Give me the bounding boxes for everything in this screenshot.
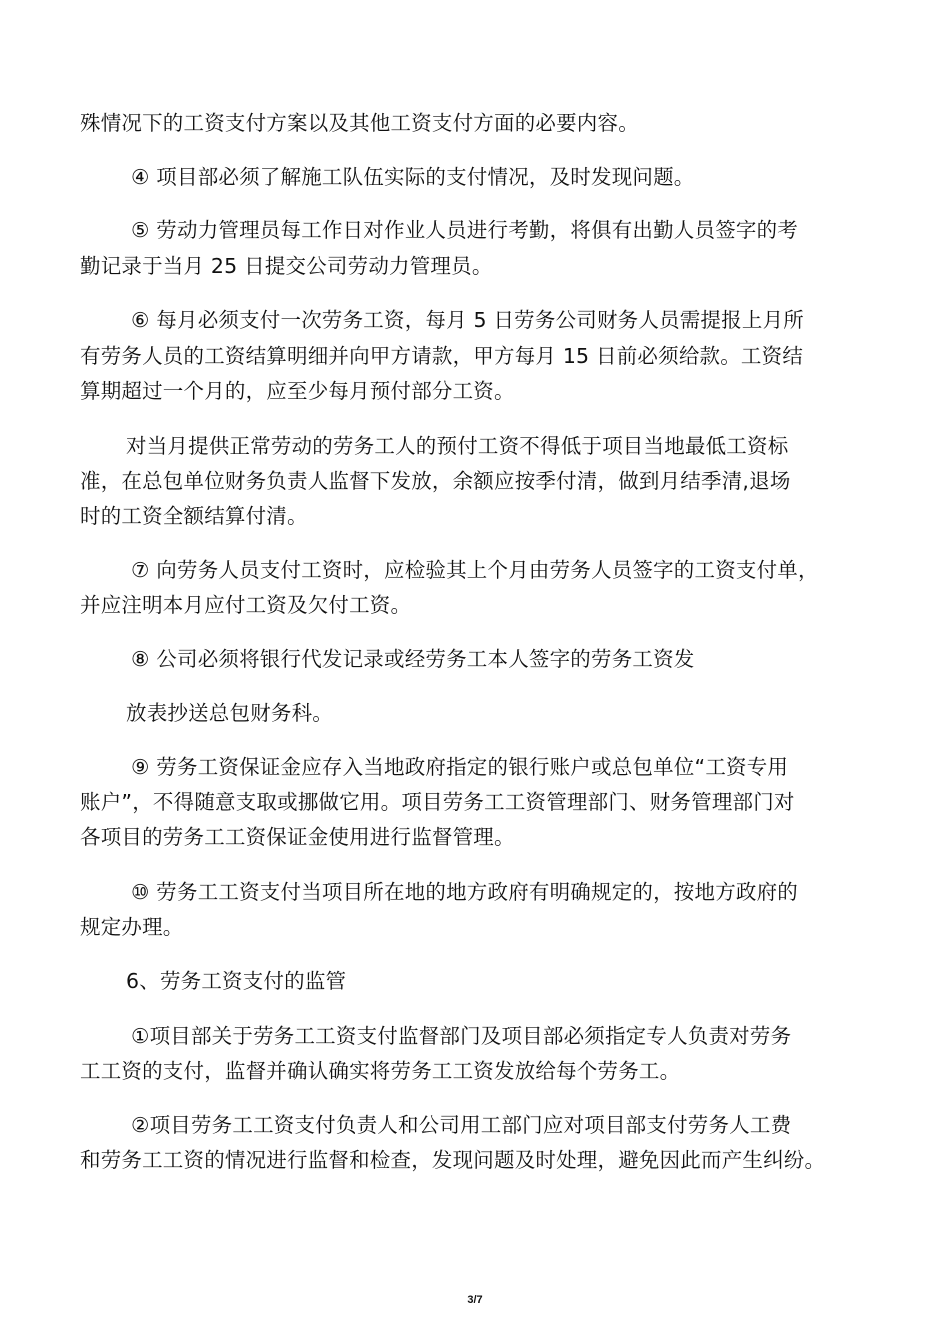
text-line: 放表抄送总包财务科。	[126, 701, 333, 725]
text-line: 工工资的支付，监督并确认确实将劳务工工资发放给每个劳务工。	[80, 1059, 681, 1083]
text-line: ②项目劳务工工资支付负责人和公司用工部门应对项目部支付劳务人工费	[131, 1113, 792, 1137]
text-line: ①项目部关于劳务工工资支付监督部门及项目部必须指定专人负责对劳务	[131, 1024, 792, 1048]
text-line: ⑨ 劳务工资保证金应存入当地政府指定的银行账户或总包单位“工资专用	[131, 755, 789, 779]
text-line: ④ 项目部必须了解施工队伍实际的支付情况，及时发现问题。	[131, 165, 695, 189]
section-heading: 6、劳务工资支付的监管	[126, 969, 347, 993]
text-line: ⑩ 劳务工工资支付当项目所在地的地方政府有明确规定的，按地方政府的	[131, 880, 798, 904]
text-line: ⑥ 每月必须支付一次劳务工资，每月 5 日劳务公司财务人员需提报上月所	[131, 308, 804, 332]
text-line: 规定办理。	[80, 915, 184, 939]
text-line: ⑧ 公司必须将银行代发记录或经劳务工本人签字的劳务工资发	[131, 647, 695, 671]
text-line: 对当月提供正常劳动的劳务工人的预付工资不得低于项目当地最低工资标	[126, 434, 789, 458]
text-line: ⑤ 劳动力管理员每工作日对作业人员进行考勤，将俱有出勤人员签字的考	[131, 218, 798, 242]
text-line: 各项目的劳务工工资保证金使用进行监督管理。	[80, 825, 515, 849]
text-line: ⑦ 向劳务人员支付工资时，应检验其上个月由劳务人员签字的工资支付单，	[131, 558, 819, 582]
page-number: 3/7	[467, 1294, 483, 1306]
text-line: 准，在总包单位财务负责人监督下发放，余额应按季付清，做到月结季清,退场	[80, 469, 791, 493]
text-line: 账户”，不得随意支取或挪做它用。项目劳务工工资管理部门、财务管理部门对	[80, 790, 795, 814]
text-line: 有劳务人员的工资结算明细并向甲方请款，甲方每月 15 日前必须给款。工资结	[80, 344, 804, 368]
text-line: 时的工资全额结算付清。	[80, 504, 308, 528]
text-line: 勤记录于当月 25 日提交公司劳动力管理员。	[80, 254, 493, 278]
text-line: 和劳务工工资的情况进行监督和检查，发现问题及时处理，避免因此而产生纠纷。	[80, 1148, 826, 1172]
text-line: 殊情况下的工资支付方案以及其他工资支付方面的必要内容。	[80, 111, 639, 135]
text-line: 算期超过一个月的，应至少每月预付部分工资。	[80, 379, 515, 403]
text-line: 并应注明本月应付工资及欠付工资。	[80, 593, 412, 617]
